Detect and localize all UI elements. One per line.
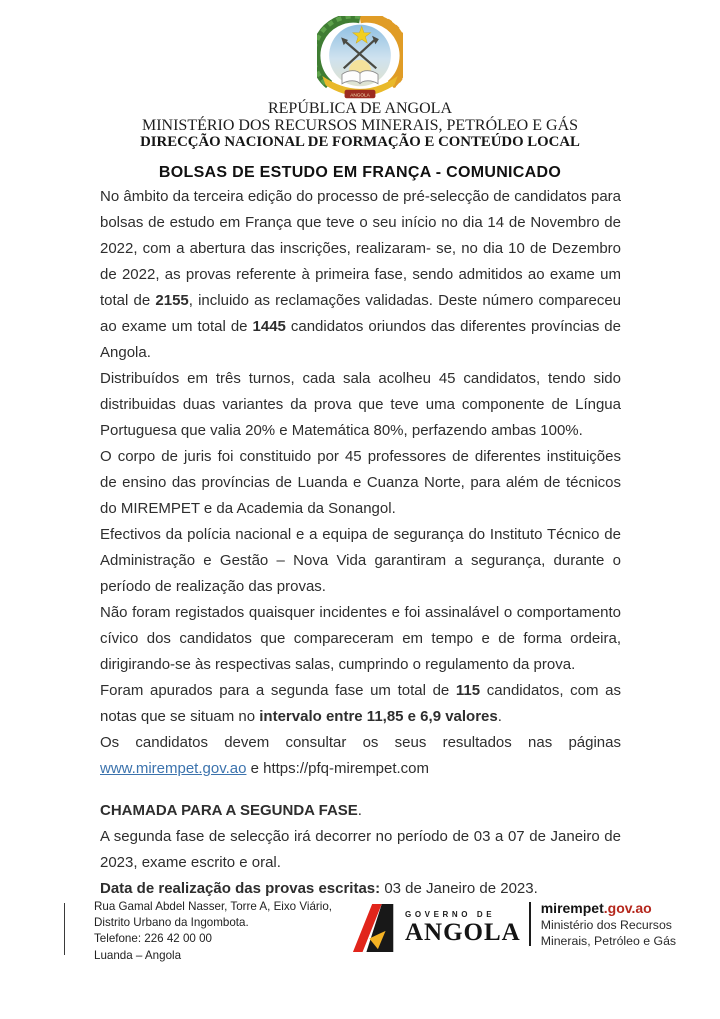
address-block: [94, 899, 340, 964]
address-line: Luanda – Angola: [94, 948, 182, 962]
address-line: Distrito Urbano da Ingombota.: [94, 916, 249, 930]
paragraph-intro: No âmbito da terceira edição do processo de pré-selecção de candidatos para bolsas de estudo em França que teve o seu início no dia 14 de Novembro de 2022, com a abertura das inscrições, realizaram- se, no dia 10 de Dezembro de 2022, as provas referente à primeira fase, sendo admitidos ao exame um total de 2155, incluido as reclamações validadas. Deste número compareceu ao exame um total de 1445 candidatos oriundos das diferentes províncias de Angola.: [100, 188, 622, 361]
ministry-footer-line: Ministério dos Recursos: [540, 918, 672, 932]
government-logo: [352, 901, 521, 953]
paragraph-seguranca: Efectivos da polícia nacional e a equipa de segurança do Instituto Técnico de Administração e Gestão – Nova Vida garantiram a segurança, durante o período de realização das provas.: [100, 526, 621, 595]
paragraph-juris: O corpo de juris foi constituido por 45 professores de diferentes instituições de ensino das províncias de Luanda e Cuanza Norte, para além de técnicos do MIREMPET e da Academia da Sonangol.: [100, 448, 621, 517]
paragraph-apurados: Foram apurados para a segunda fase um total de 115 candidatos, com as notas que se situam no intervalo entre 11,85 e 6,9 valores.: [100, 682, 621, 725]
document-footer: [64, 899, 690, 964]
document-header: [0, 0, 720, 182]
mirempet-tld: .gov.ao: [603, 900, 652, 916]
page-title: BOLSAS DE ESTUDO EM FRANÇA - COMUNICADO: [158, 164, 562, 181]
mirempet-name: mirempet: [540, 900, 604, 916]
paragraph-turnos: Distribuídos em três turnos, cada sala acolheu 45 candidatos, tendo sido distribuidas duas variantes da prova que teve uma componente de Língua Portuguesa que valia 20% e Matemática 80%, perfazendo ambas 100%.: [100, 370, 621, 439]
republic-line: REPÚBLICA DE ANGOLA: [267, 100, 452, 117]
angola-label: ANGOLA: [405, 918, 521, 946]
paragraph-data-provas: Data de realização das provas escritas: 03 de Janeiro de 2023.: [100, 880, 538, 897]
mirempet-link[interactable]: www.mirempet.gov.ao: [100, 760, 247, 777]
angola-coat-of-arms-icon: [317, 16, 403, 100]
paragraph-incidentes: Não foram registados quaisquer incidentes e foi assinalável o comportamento cívico dos candidatos que compareceram em tempo e de forma ordeira, dirigirando-se às respectivas salas, cumprindo o regulamento da prova.: [100, 604, 621, 673]
paragraph-segunda-fase: A segunda fase de selecção irá decorrer no período de 03 a 07 de Janeiro de 2023, exame escrito e oral.: [100, 828, 621, 871]
address-line: Telefone: 226 42 00 00: [94, 932, 212, 946]
heading-segunda-fase: CHAMADA PARA A SEGUNDA FASE.: [100, 802, 362, 819]
document-body: [100, 184, 621, 902]
emblem-banner-text: ANGOLA: [350, 92, 370, 98]
mirempet-site-line: [541, 900, 676, 917]
angola-government-logo-icon: [352, 901, 400, 953]
mirempet-block: [541, 900, 676, 949]
footer-right-divider: [529, 902, 531, 946]
ministry-line: MINISTÉRIO DOS RECURSOS MINERAIS, PETRÓLEO E GÁS: [141, 117, 579, 134]
footer-left-divider: [64, 903, 65, 955]
ministry-footer-line: Minerais, Petróleo e Gás: [540, 934, 677, 948]
directorate-line: DIRECÇÃO NACIONAL DE FORMAÇÃO E CONTEÚDO LOCAL: [140, 134, 580, 150]
government-logo-text: [405, 910, 521, 945]
paragraph-resultados: Os candidatos devem consultar os seus resultados nas páginas www.mirempet.gov.ao e https://pfq-mirempet.com: [100, 734, 621, 777]
address-line: Rua Gamal Abdel Nasser, Torre A, Eixo Viário,: [94, 900, 333, 913]
governo-de-label: GOVERNO DE: [405, 909, 496, 919]
emblem-container: [0, 16, 720, 100]
